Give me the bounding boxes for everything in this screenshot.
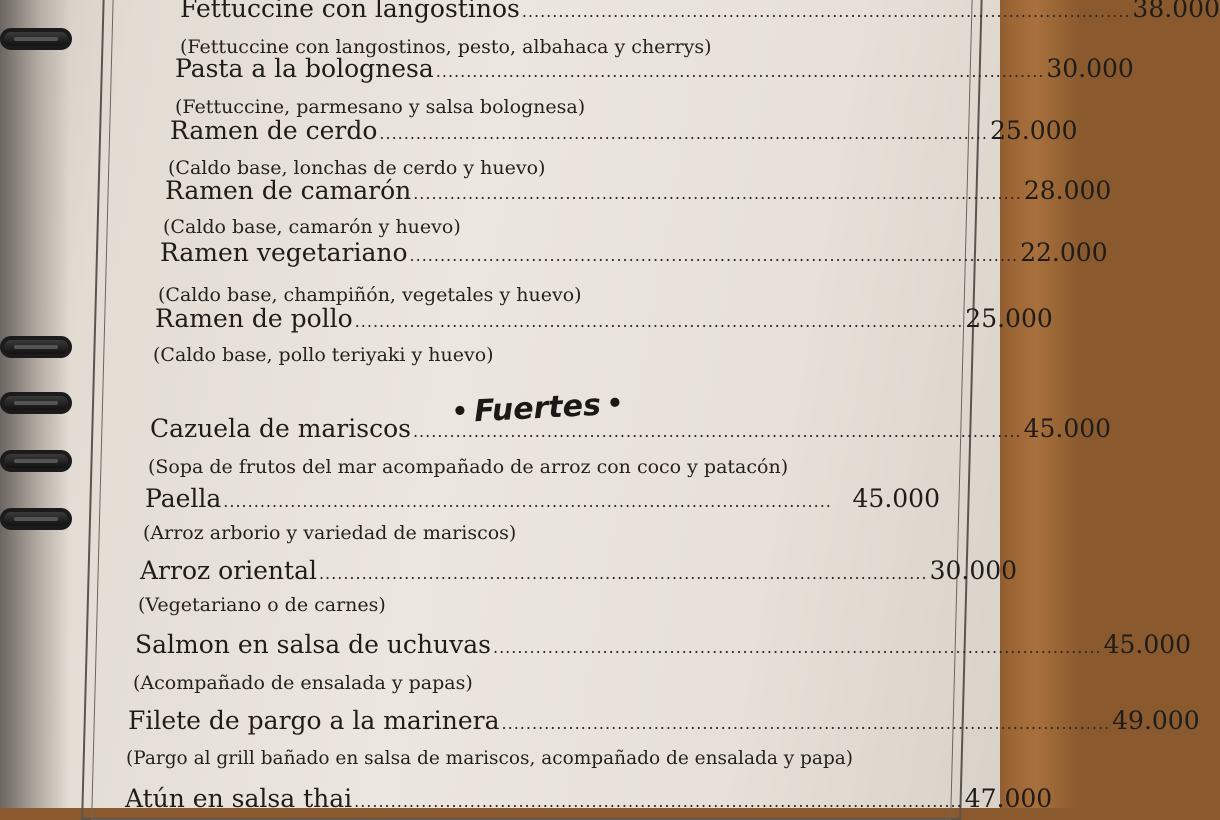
bullet-icon: •	[605, 388, 625, 420]
item-price: 45.000	[1023, 414, 1112, 443]
item-description: (Pargo al grill bañado en salsa de mariscos, acompañado de ensalada y papa)	[126, 748, 854, 769]
item-price: 22.000	[1020, 238, 1108, 267]
menu-item	[140, 556, 1018, 585]
menu-item	[128, 706, 1200, 735]
item-price: 45.000	[852, 484, 940, 513]
leader-dots: ....................................................................................................	[318, 564, 928, 583]
item-name: Ramen de pollo	[155, 304, 353, 333]
leader-dots: ....................................................................................................	[435, 62, 1045, 81]
menu-item	[155, 304, 1053, 333]
item-price: 47.000	[964, 784, 1053, 813]
item-name: Ramen de camarón	[165, 176, 412, 205]
leader-dots: ....................................................................................................	[354, 312, 964, 331]
leader-dots: ....................................................................................................	[501, 714, 1111, 733]
item-name: Atún en salsa thai	[125, 784, 353, 813]
item-price: 25.000	[990, 116, 1078, 145]
item-price: 25.000	[965, 304, 1053, 333]
menu-item	[175, 54, 1134, 83]
item-description: (Sopa de frutos del mar acompañado de arroz con coco y patacón)	[148, 456, 789, 478]
item-name: Fettuccine con langostinos	[180, 0, 520, 23]
menu-item	[135, 630, 1192, 659]
menu-item	[145, 484, 940, 513]
leader-dots: ....................................................................................................	[409, 246, 1019, 265]
item-price: 38.000	[1132, 0, 1220, 23]
section-title-text: Fuertes	[473, 387, 602, 429]
bullet-icon: •	[450, 396, 470, 428]
item-name: Pasta a la bolognesa	[175, 54, 434, 83]
item-price: 49.000	[1112, 706, 1200, 735]
menu-item	[165, 176, 1112, 205]
leader-dots: ....................................................................................................	[521, 2, 1131, 21]
item-description: (Acompañado de ensalada y papas)	[133, 672, 473, 694]
item-name: Ramen de cerdo	[170, 116, 378, 145]
item-name: Salmon en salsa de uchuvas	[135, 630, 491, 659]
item-name: Cazuela de mariscos	[150, 414, 411, 443]
item-description: (Caldo base, pollo teriyaki y huevo)	[153, 344, 494, 366]
leader-dots: ....................................................................................................	[413, 184, 1022, 203]
item-description: (Caldo base, lonchas de cerdo y huevo)	[168, 157, 546, 179]
menu-item	[170, 116, 1078, 145]
menu-item	[180, 0, 1220, 23]
leader-dots: ....................................................................................................	[493, 638, 1102, 657]
menu-item	[150, 414, 1112, 443]
leader-dots: ....................................................................................................	[223, 492, 832, 511]
item-description: (Caldo base, champiñón, vegetales y huevo)	[158, 284, 582, 306]
item-description: (Fettuccine con langostinos, pesto, albahaca y cherrys)	[180, 36, 712, 58]
item-name: Filete de pargo a la marinera	[128, 706, 500, 735]
item-description: (Caldo base, camarón y huevo)	[163, 216, 461, 238]
leader-dots: ....................................................................................................	[379, 124, 988, 143]
leader-dots: ....................................................................................................	[412, 422, 1022, 441]
item-price: 28.000	[1023, 176, 1112, 205]
leader-dots: ....................................................................................................	[354, 792, 963, 811]
item-price: 30.000	[1046, 54, 1134, 83]
item-description: (Fettuccine, parmesano y salsa bolognesa)	[175, 96, 586, 118]
menu-item	[125, 784, 1053, 813]
item-description: (Arroz arborio y variedad de mariscos)	[143, 522, 517, 544]
item-name: Arroz oriental	[140, 556, 317, 585]
menu-item	[160, 238, 1108, 267]
item-description: (Vegetariano o de carnes)	[138, 594, 386, 616]
item-name: Paella	[145, 484, 222, 513]
item-price: 45.000	[1103, 630, 1192, 659]
item-name: Ramen vegetariano	[160, 238, 408, 267]
item-price: 30.000	[929, 556, 1018, 585]
